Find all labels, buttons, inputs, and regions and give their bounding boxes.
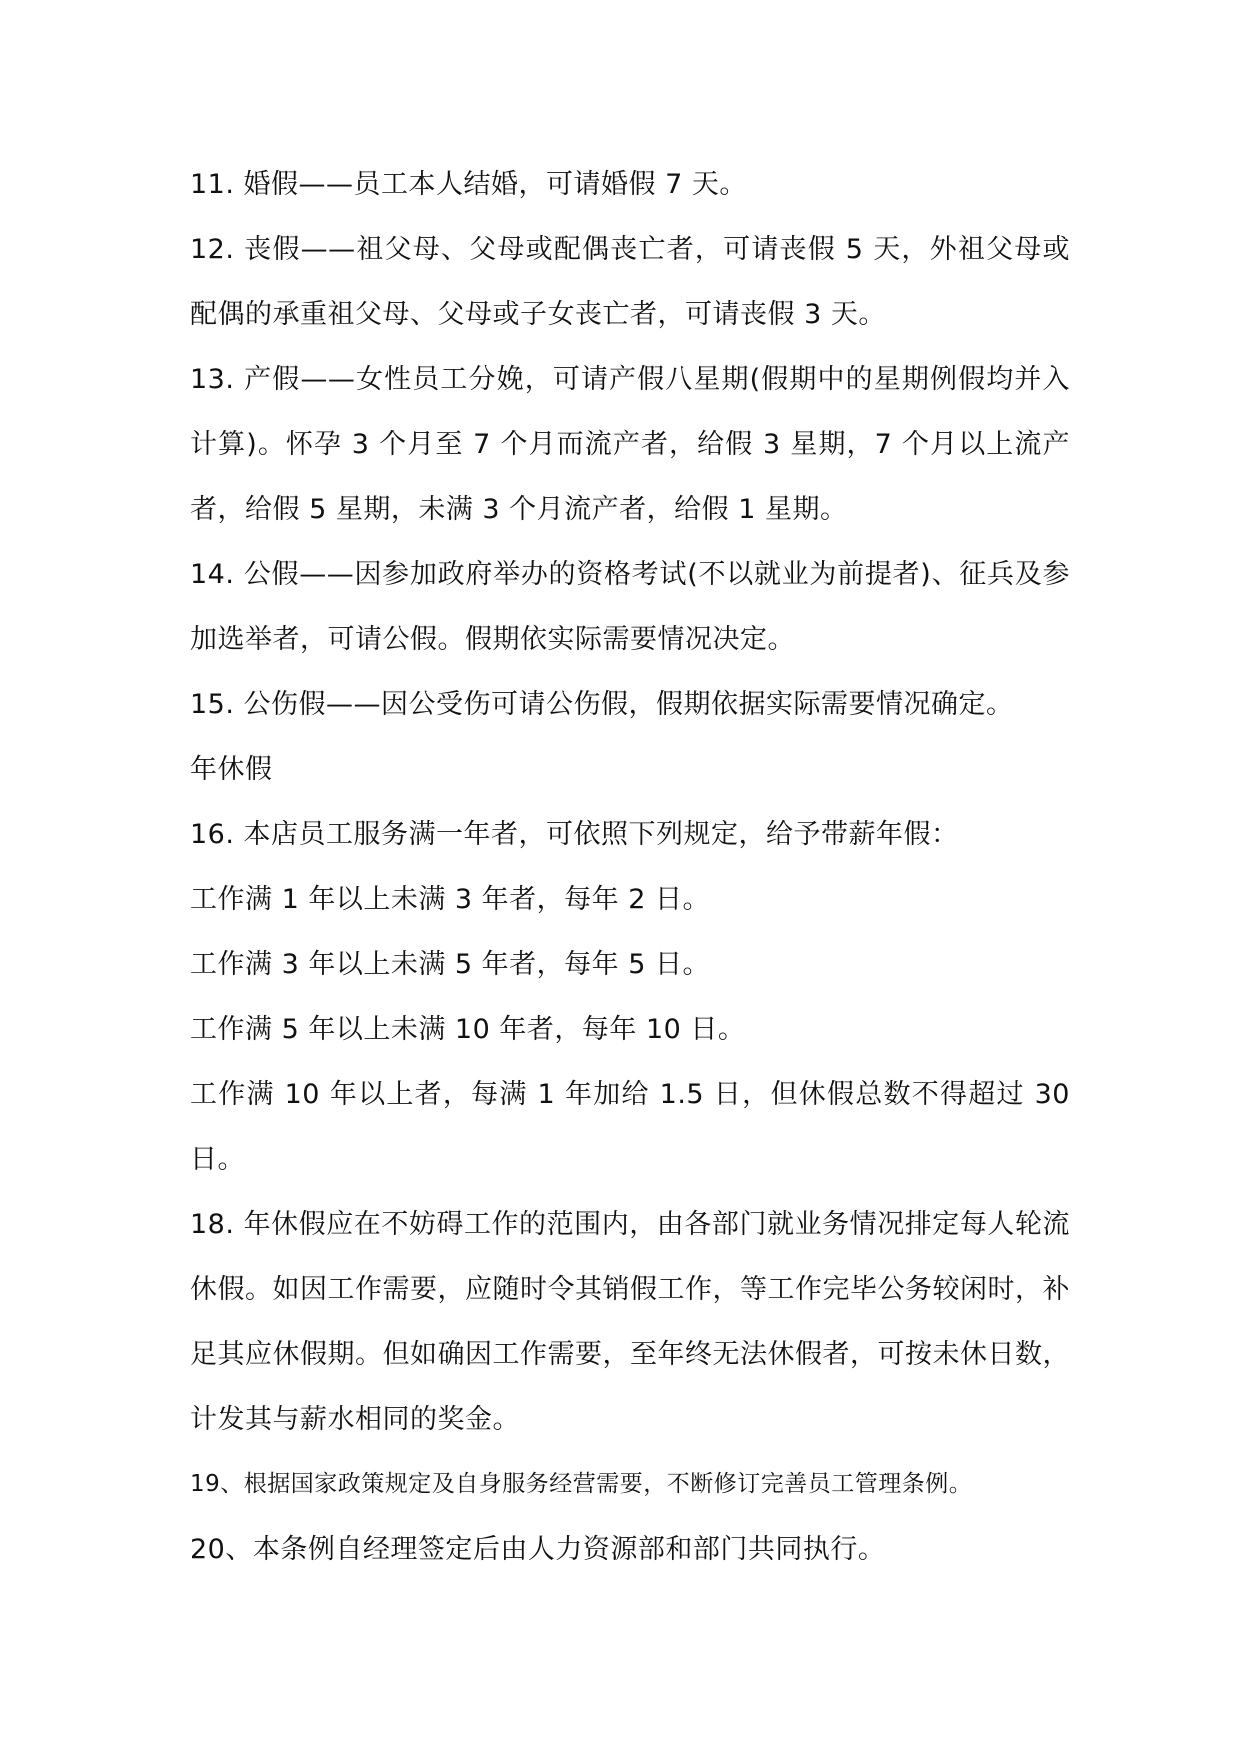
document-body [190,152,1070,1582]
annual-leave-tier: 工作满 5 年以上未满 10 年者，每年 10 日。 [190,1014,746,1045]
paragraph-effective-clause: 20、本条例自经理签定后由人力资源部和部门共同执行。 [190,1534,886,1565]
paragraph-public-leave: 14. 公假——因参加政府举办的资格考试(不以就业为前提者)、征兵及参加选举者，可请公假。假期依实际需要情况决定。 [190,559,1070,655]
paragraph-maternity-leave: 13. 产假——女性员工分娩，可请产假八星期(假期中的星期例假均并入计算)。怀孕 3 个月至 7 个月而流产者，给假 3 星期，7 个月以上流产者，给假 5 星期，未满 3 个月流产者，给假 1 星期。 [190,364,1070,525]
paragraph-bereavement-leave: 12. 丧假——祖父母、父母或配偶丧亡者，可请丧假 5 天，外祖父母或配偶的承重祖父母、父母或子女丧亡者，可请丧假 3 天。 [190,234,1070,330]
paragraph-annual-leave-rule: 16. 本店员工服务满一年者，可依照下列规定，给予带薪年假： [190,819,959,850]
paragraph-marriage-leave: 11. 婚假——员工本人结婚，可请婚假 7 天。 [190,169,747,200]
paragraph-injury-leave: 15. 公伤假——因公受伤可请公伤假，假期依据实际需要情况确定。 [190,689,1014,720]
annual-leave-tier: 工作满 1 年以上未满 3 年者，每年 2 日。 [190,884,711,915]
paragraph-policy-revision: 19、根据国家政策规定及自身服务经营需要，不断修订完善员工管理条例。 [190,1471,973,1497]
section-heading-annual-leave: 年休假 [190,754,273,785]
annual-leave-tier: 工作满 10 年以上者，每满 1 年加给 1.5 日，但休假总数不得超过 30 日。 [190,1079,1070,1175]
annual-leave-tier: 工作满 3 年以上未满 5 年者，每年 5 日。 [190,949,711,980]
paragraph-annual-leave-scheduling: 18. 年休假应在不妨碍工作的范围内，由各部门就业务情况排定每人轮流休假。如因工作需要，应随时令其销假工作，等工作完毕公务较闲时，补足其应休假期。但如确因工作需要，至年终无法休假者，可按未休日数，计发其与薪水相同的奖金。 [190,1209,1070,1435]
